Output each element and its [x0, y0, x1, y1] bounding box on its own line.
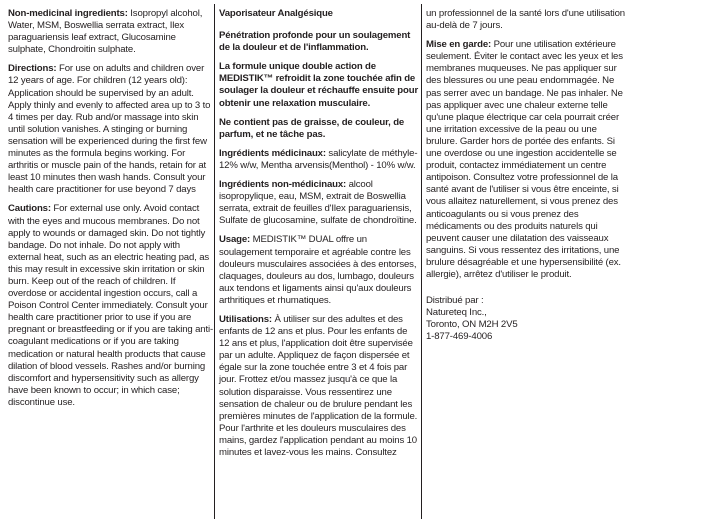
distributor-label: Distribué par :	[426, 295, 484, 307]
column-divider-1	[214, 4, 215, 519]
distributor-phone: 1-877-469-4006	[426, 331, 493, 343]
directions-en: Directions: For use on adults and children over 12 years of age. For children (12 years old): Application should be supervised by an adult. Apply thinly and evenly to affected area up to 3 to 4 times per day. Rub and/or massage into skin until solution vanishes. A stinging or burning sensation will be experienced during the first few minutes as the formula begins working. For arthritis or muscle pain of the hands, retain for at least 10 minutes then wash hands. Consult your health care practitioner for use beyond 7 days	[8, 63, 211, 196]
distributor-address: Toronto, ON M2H 2V5	[426, 319, 518, 331]
consult-continuation-fr: un professionnel de la santé lors d'une utilisation au-delà de 7 jours.	[426, 8, 625, 32]
formula-fr: La formule unique double action de MEDISTIK™ refroidit la zone touchée afin de soulager la douleur et réchauffe ensuite pour obtenir une relaxation musculaire.	[219, 61, 419, 109]
no-grease-fr: Ne contient pas de graisse, de couleur, de parfum, et ne tâche pas.	[219, 116, 405, 140]
french-column-continued	[426, 8, 626, 343]
med-ingredients-fr: Ingrédients médicinaux: salicylate de méthyle-12% w/w, Mentha arvensis(Menthol) - 10% w/w.	[219, 147, 418, 171]
english-column	[8, 8, 213, 416]
utilisations-fr: Utilisations: À utiliser sur des adultes et des enfants de 12 ans et plus. Pour les enfants de 12 ans et plus, l'application doit être supervisée par un adulte. Appliquez de façon dispersée et égale sur la zone touchée entre 3 et 4 fois par jour. Frottez et/ou massez jusqu'à ce que la solution disparaisse. Vous ressentirez une sensation de chaleur ou de brulure pendant les premières minutes de l'application de la formule. Pour l'arthrite et les douleurs musculaires des mains, gardez l'application pendant au moins 10 minutes et lavez-vous les mains. Consultez	[219, 313, 418, 458]
usage-fr: Usage: MEDISTIK™ DUAL offre un soulagement temporaire et agréable contre les douleurs musculaires associées à des entorses, claquages, douleurs au dos, lumbago, douleurs aux tendons et ligaments ainsi qu'aux douleurs arthritiques et rhumatiques.	[219, 234, 417, 306]
warnings-fr: Mise en garde: Pour une utilisation extérieure seulement. Éviter le contact avec les yeux et les membranes muqueuses. Ne pas appliquer sur des blessures ou une peau endommagée. Ne pas serrer avec un bandage. Ne pas inhaler. Ne pas appliquer avec une chaleur externe telle qu'une plaque électrique car cela pourrait créer une irritation excessive de la peau ou une brulure. Garder hors de portée des enfants. Si une overdose ou une ingestion accidentelle se produit, contactez immédiatement un centre antipoison. Consultez votre professionnel de la santé avant de l'utiliser si vous être enceinte, si vous allaitez naturellement, si vous prenez des anticoagulants ou si vous prenez des médicaments ou des produits naturels qui peuvent causer une dilatation des vaisseaux sanguins. Si vous ressentez des irritations, une brulure désagréable et une hypersensibilité (ex. allergie), arrêtez d'utiliser le produit.	[426, 39, 623, 280]
cautions-en: Cautions: For external use only. Avoid contact with the eyes and mucous membranes. Do not apply to wounds or damaged skin. Do not tightly bandage. Do not inhale. Do not apply with external heat, such as an electric heating pad, as this may result in excessive skin irritation or skin burn. Keep out of the reach of children. If overdose or accidental ingestion occurs, call a Poison Control Center immediately. Consult your health care practitioner prior to use if you are pregnant or breastfeeding or if you are taking anti-coagulant medications or if you are taking medication or natural health products that cause dilation of blood vessels. Rashes and/or burning discomfort and hypersensitivity such as allergy have been known to occur; in which case; discontinue use.	[8, 203, 213, 408]
product-title-fr: Vaporisateur Analgésique	[219, 8, 333, 19]
nonmed-ingredients-fr: Ingrédients non-médicinaux: alcool isopropylique, eau, MSM, extrait de Boswellia serrata, extrait de feuilles d'Ilex paraguariensis, Sulfate de glucosamine, sulfate de chondroïtine.	[219, 179, 417, 227]
french-column	[219, 8, 419, 466]
distributor-info	[426, 295, 626, 343]
column-divider-2	[421, 4, 422, 519]
distributor-name: Natureteq Inc.,	[426, 307, 487, 319]
nonmed-ingredients-en: Non-medicinal ingredients: Isopropyl alcohol, Water, MSM, Boswellia serrata extract, Ilex paraguariensis leaf extract, Glucosamine sulphate, Chondroitin sulphate.	[8, 8, 203, 56]
intro-fr: Pénétration profonde pour un soulagement de la douleur et de l'inflammation.	[219, 30, 411, 54]
